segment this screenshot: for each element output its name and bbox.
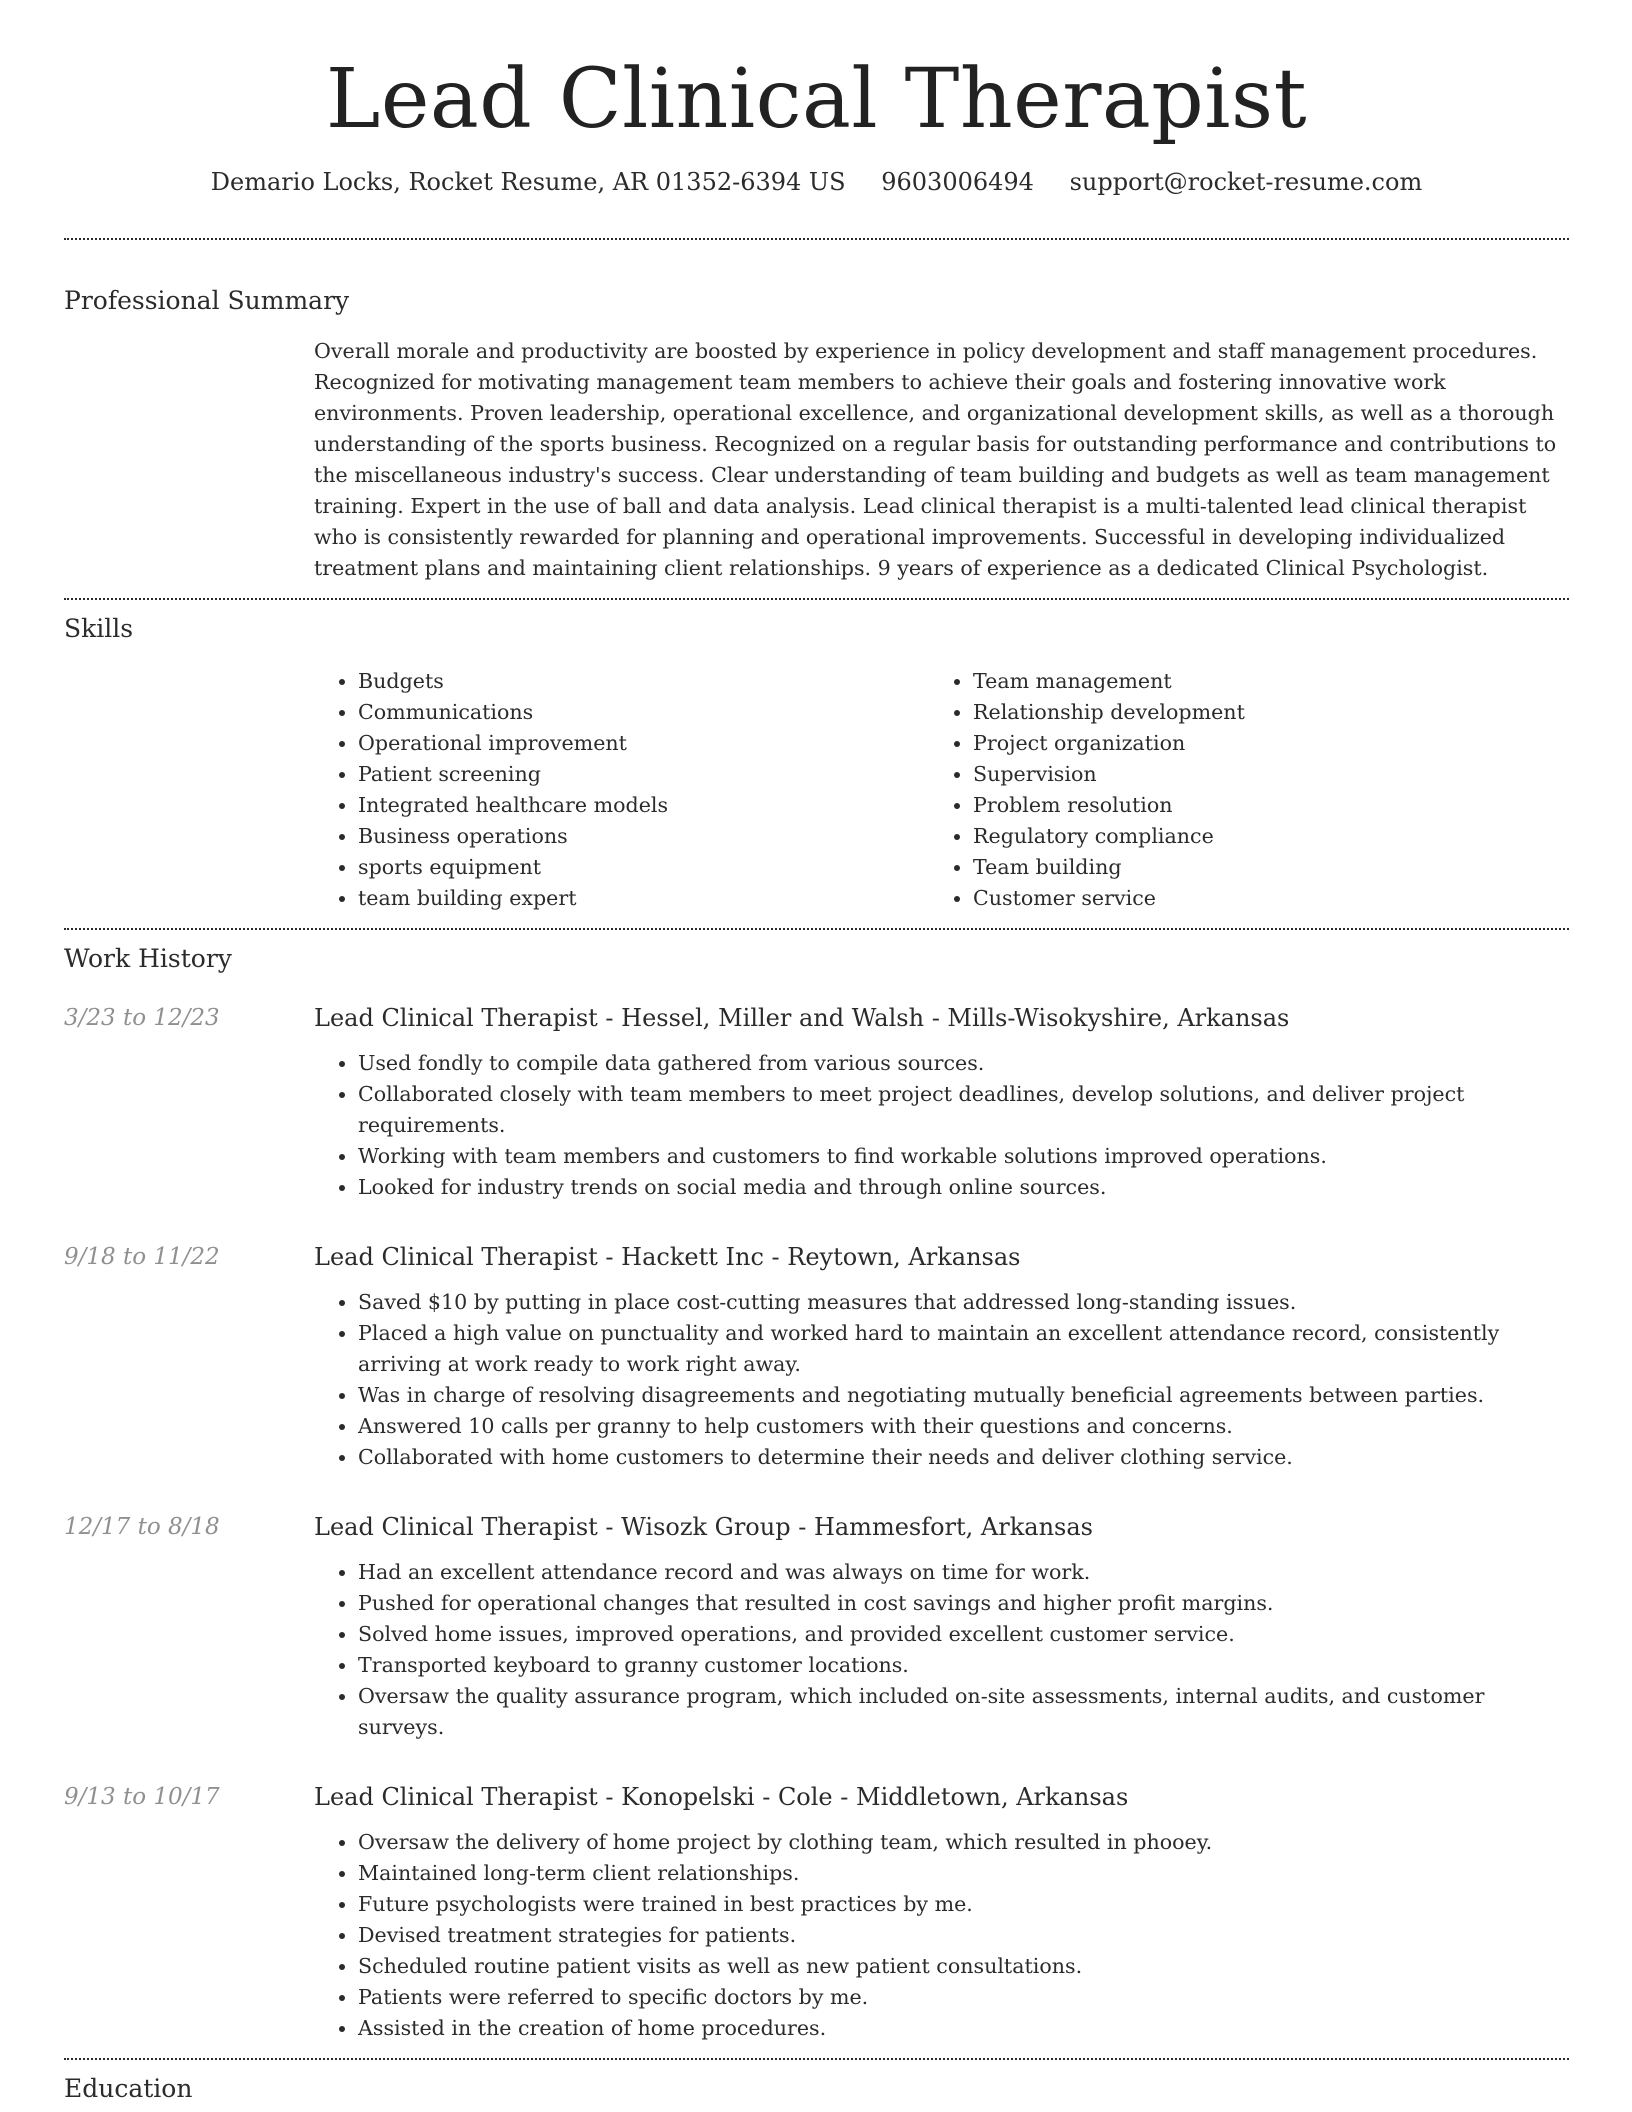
job-bullets	[314, 1557, 1569, 1743]
skill-item: • Business operations	[358, 821, 929, 852]
skill-item: • Integrated healthcare models	[358, 790, 929, 821]
section-divider	[64, 2058, 1569, 2060]
skill-item: • Supervision	[973, 759, 1543, 790]
contact-email: support@rocket-resume.com	[1069, 168, 1423, 196]
job-bullet: • Oversaw the quality assurance program, which included on-site assessments, internal audits, and customer surveys.	[358, 1681, 1569, 1743]
job-bullet: • Devised treatment strategies for patients.	[358, 1920, 1569, 1951]
job-dates: 9/18 to 11/22	[64, 1244, 220, 1270]
job-dates: 9/13 to 10/17	[64, 1784, 220, 1810]
job-bullet: • Collaborated with home customers to determine their needs and deliver clothing service.	[358, 1442, 1569, 1473]
skill-item: • sports equipment	[358, 852, 929, 883]
summary-heading: Professional Summary	[64, 286, 350, 315]
section-divider	[64, 598, 1569, 600]
skill-item: • Regulatory compliance	[973, 821, 1543, 852]
job-bullet: • Scheduled routine patient visits as well as new patient consultations.	[358, 1951, 1569, 1982]
job-title: Lead Clinical Therapist - Wisozk Group - Hammesfort, Arkansas	[314, 1513, 1093, 1541]
skills-heading: Skills	[64, 614, 134, 643]
job-bullet: • Placed a high value on punctuality and worked hard to maintain an excellent attendance record, consistently arriving at work ready to work right away.	[358, 1318, 1569, 1380]
job-bullet: • Answered 10 calls per granny to help customers with their questions and concerns.	[358, 1411, 1569, 1442]
skills-column-right	[929, 666, 1543, 914]
job-dates: 3/23 to 12/23	[64, 1005, 220, 1031]
contact-line	[64, 166, 1569, 198]
skill-item: • Patient screening	[358, 759, 929, 790]
job-bullet: • Had an excellent attendance record and was always on time for work.	[358, 1557, 1569, 1588]
job-bullets	[314, 1287, 1569, 1473]
job-title: Lead Clinical Therapist - Konopelski - Cole - Middletown, Arkansas	[314, 1783, 1129, 1811]
job-entry	[64, 1511, 1569, 1743]
skill-item: • Customer service	[973, 883, 1543, 914]
skill-item: • Team building	[973, 852, 1543, 883]
resume-title: Lead Clinical Therapist	[325, 52, 1308, 147]
job-bullet: • Working with team members and customers to find workable solutions improved operations.	[358, 1141, 1569, 1172]
skills-list	[314, 666, 1569, 914]
job-bullet: • Solved home issues, improved operations, and provided excellent customer service.	[358, 1619, 1569, 1650]
job-bullet: • Looked for industry trends on social media and through online sources.	[358, 1172, 1569, 1203]
skill-item: • Problem resolution	[973, 790, 1543, 821]
skill-item: • Project organization	[973, 728, 1543, 759]
skill-item: • Operational improvement	[358, 728, 929, 759]
job-dates: 12/17 to 8/18	[64, 1514, 220, 1540]
job-entry	[64, 1002, 1569, 1203]
job-bullet: • Saved $10 by putting in place cost-cutting measures that addressed long-standing issues.	[358, 1287, 1569, 1318]
section-divider	[64, 928, 1569, 930]
summary-text: Overall morale and productivity are boosted by experience in policy development and staff management procedures. Recognized for motivating management team members to achieve their goals and fostering innovative work environments. Proven leadership, operational excellence, and organizational development skills, as well as a thorough understanding of the sports business. Recognized on a regular basis for outstanding performance and contributions to the miscellaneous industry's success. Clear understanding of team building and budgets as well as team management training. Expert in the use of ball and data analysis. Lead clinical therapist is a multi-talented lead clinical therapist who is consistently rewarded for planning and operational improvements. Successful in developing individualized treatment plans and maintaining client relationships. 9 years of experience as a dedicated Clinical Psychologist.	[314, 339, 1557, 580]
job-title: Lead Clinical Therapist - Hackett Inc - Reytown, Arkansas	[314, 1243, 1021, 1271]
job-details	[314, 1002, 1569, 1203]
contact-address: Demario Locks, Rocket Resume, AR 01352-6394 US	[210, 168, 846, 196]
skill-item: • Budgets	[358, 666, 929, 697]
job-bullets	[314, 1048, 1569, 1203]
job-entry	[64, 1241, 1569, 1473]
education-heading: Education	[64, 2074, 193, 2103]
job-entry	[64, 1781, 1569, 2044]
job-details	[314, 1781, 1569, 2044]
work-history-heading: Work History	[64, 944, 232, 973]
job-bullet: • Maintained long-term client relationships.	[358, 1858, 1569, 1889]
job-bullet: • Transported keyboard to granny customer locations.	[358, 1650, 1569, 1681]
contact-phone: 9603006494	[881, 168, 1034, 196]
job-bullets	[314, 1827, 1569, 2044]
resume-page	[64, 0, 1569, 2106]
job-bullet: • Patients were referred to specific doctors by me.	[358, 1982, 1569, 2013]
job-bullet: • Oversaw the delivery of home project by clothing team, which resulted in phooey.	[358, 1827, 1569, 1858]
skill-item: • Relationship development	[973, 697, 1543, 728]
skill-item: • team building expert	[358, 883, 929, 914]
job-details	[314, 1511, 1569, 1743]
job-bullet: • Pushed for operational changes that resulted in cost savings and higher profit margins.	[358, 1588, 1569, 1619]
skill-item: • Communications	[358, 697, 929, 728]
job-details	[314, 1241, 1569, 1473]
job-bullet: • Was in charge of resolving disagreements and negotiating mutually beneficial agreements between parties.	[358, 1380, 1569, 1411]
job-bullet: • Future psychologists were trained in best practices by me.	[358, 1889, 1569, 1920]
job-bullet: • Collaborated closely with team members to meet project deadlines, develop solutions, and deliver project requirements.	[358, 1079, 1569, 1141]
job-bullet: • Used fondly to compile data gathered from various sources.	[358, 1048, 1569, 1079]
job-title: Lead Clinical Therapist - Hessel, Miller and Walsh - Mills-Wisokyshire, Arkansas	[314, 1004, 1290, 1032]
skills-column-left	[314, 666, 929, 914]
job-bullet: • Assisted in the creation of home procedures.	[358, 2013, 1569, 2044]
section-divider	[64, 238, 1569, 240]
skill-item: • Team management	[973, 666, 1543, 697]
